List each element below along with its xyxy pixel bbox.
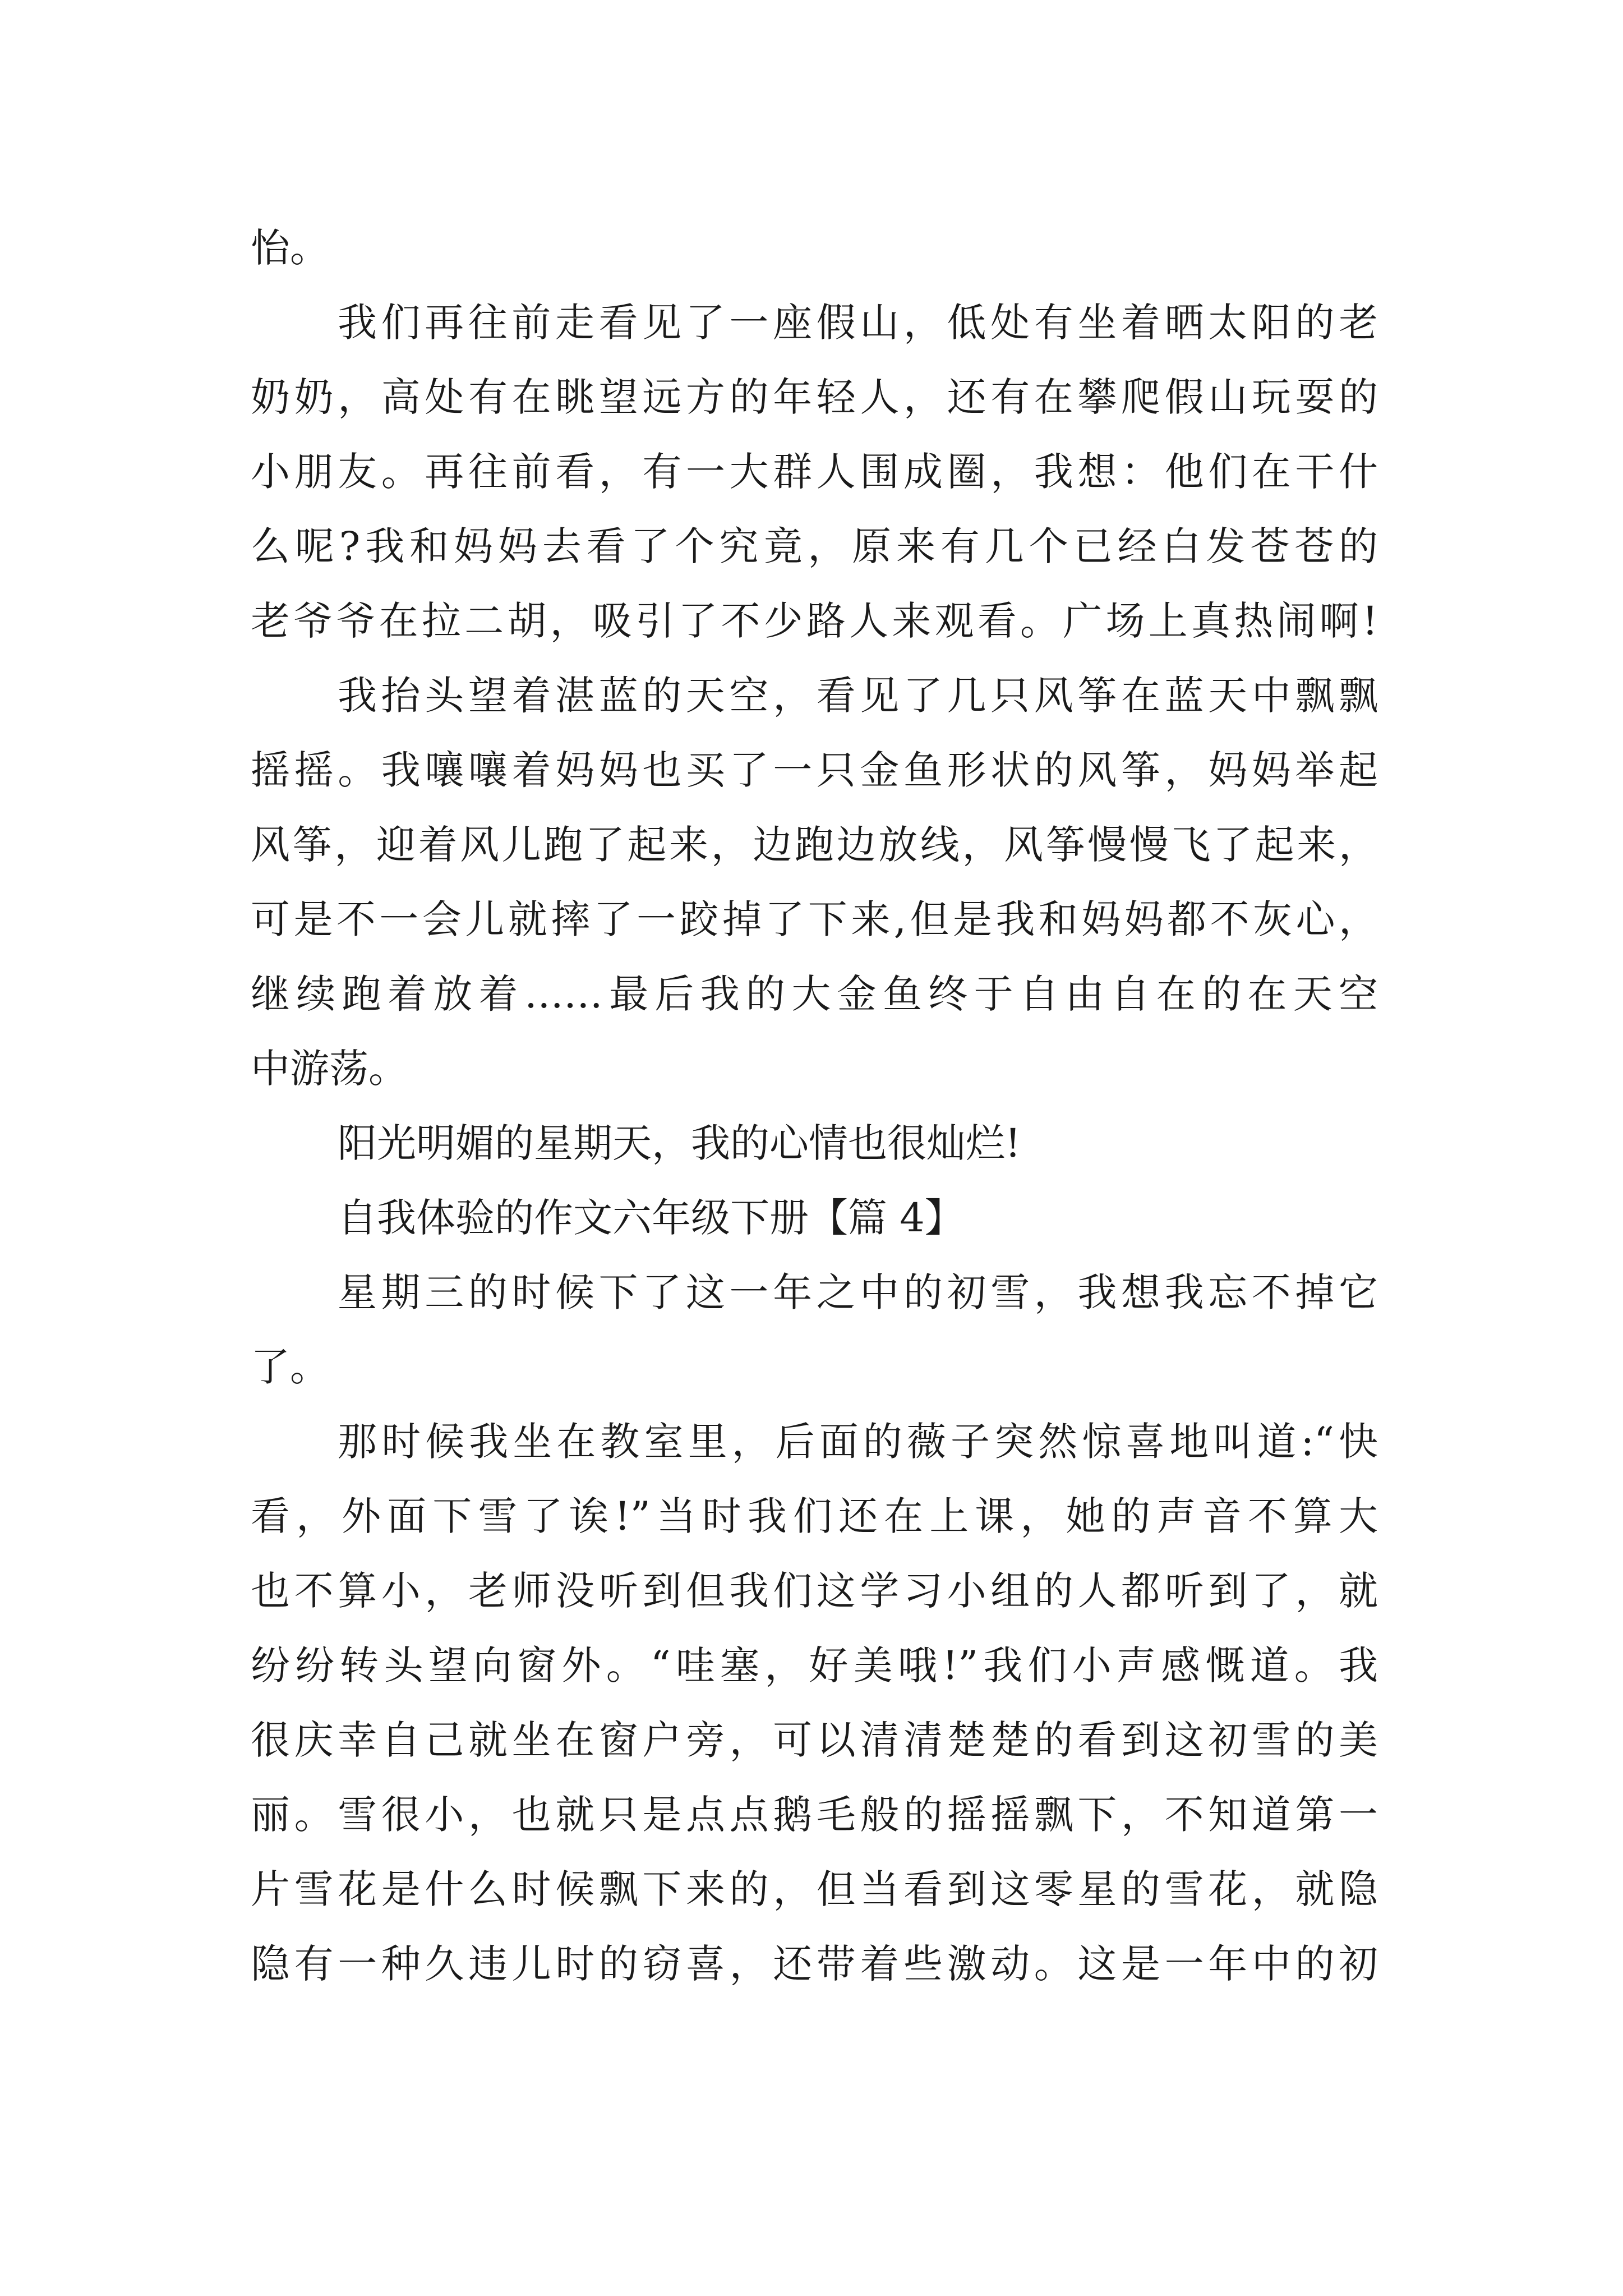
text-line-13: 阳光明媚的星期天，我的心情也很灿烂! xyxy=(338,1120,1021,1166)
text-line-4: 小朋友。再往前看，有一大群人围成圈，我想：他们在干什 xyxy=(251,449,1378,495)
text-line-19: 也不算小，老师没听到但我们这学习小组的人都听到了，就 xyxy=(251,1568,1378,1614)
text-line-11: 继续跑着放着……最后我的大金鱼终于自由自在的在天空 xyxy=(251,971,1378,1017)
text-line-12: 中游荡。 xyxy=(251,1046,408,1092)
text-line-22: 丽。雪很小，也就只是点点鹅毛般的摇摇飘下，不知道第一 xyxy=(251,1792,1378,1838)
text-line-2: 我们再往前走看见了一座假山，低处有坐着晒太阳的老 xyxy=(338,300,1378,346)
section-heading: 自我体验的作文六年级下册【篇 4】 xyxy=(338,1195,964,1241)
text-line-20: 纷纷转头望向窗外。“哇塞，好美哦!”我们小声感慨道。我 xyxy=(251,1642,1378,1688)
text-line-24: 隐有一种久违儿时的窃喜，还带着些激动。这是一年中的初 xyxy=(251,1941,1378,1987)
text-line-9: 风筝，迎着风儿跑了起来，边跑边放线，风筝慢慢飞了起来， xyxy=(251,822,1378,868)
text-line-23: 片雪花是什么时候飘下来的，但当看到这零星的雪花，就隐 xyxy=(251,1866,1378,1912)
text-line-8: 摇摇。我嚷嚷着妈妈也买了一只金鱼形状的风筝，妈妈举起 xyxy=(251,747,1378,793)
text-line-21: 很庆幸自己就坐在窗户旁，可以清清楚楚的看到这初雪的美 xyxy=(251,1717,1378,1763)
text-line-15: 星期三的时候下了这一年之中的初雪，我想我忘不掉它 xyxy=(338,1269,1378,1315)
text-line-6: 老爷爷在拉二胡，吸引了不少路人来观看。广场上真热闹啊! xyxy=(251,598,1378,644)
text-line-16: 了。 xyxy=(251,1344,329,1390)
text-line-10: 可是不一会儿就摔了一跤掉了下来,但是我和妈妈都不灰心， xyxy=(251,896,1378,942)
text-line-1: 怡。 xyxy=(251,225,329,271)
text-line-5: 么呢?我和妈妈去看了个究竟，原来有几个已经白发苍苍的 xyxy=(251,523,1378,569)
text-line-3: 奶奶，高处有在眺望远方的年轻人，还有在攀爬假山玩耍的 xyxy=(251,374,1378,420)
text-line-18: 看，外面下雪了诶!”当时我们还在上课，她的声音不算大 xyxy=(251,1493,1378,1539)
text-line-17: 那时候我坐在教室里，后面的薇子突然惊喜地叫道:“快 xyxy=(338,1419,1378,1465)
text-line-7: 我抬头望着湛蓝的天空，看见了几只风筝在蓝天中飘飘 xyxy=(338,673,1378,719)
